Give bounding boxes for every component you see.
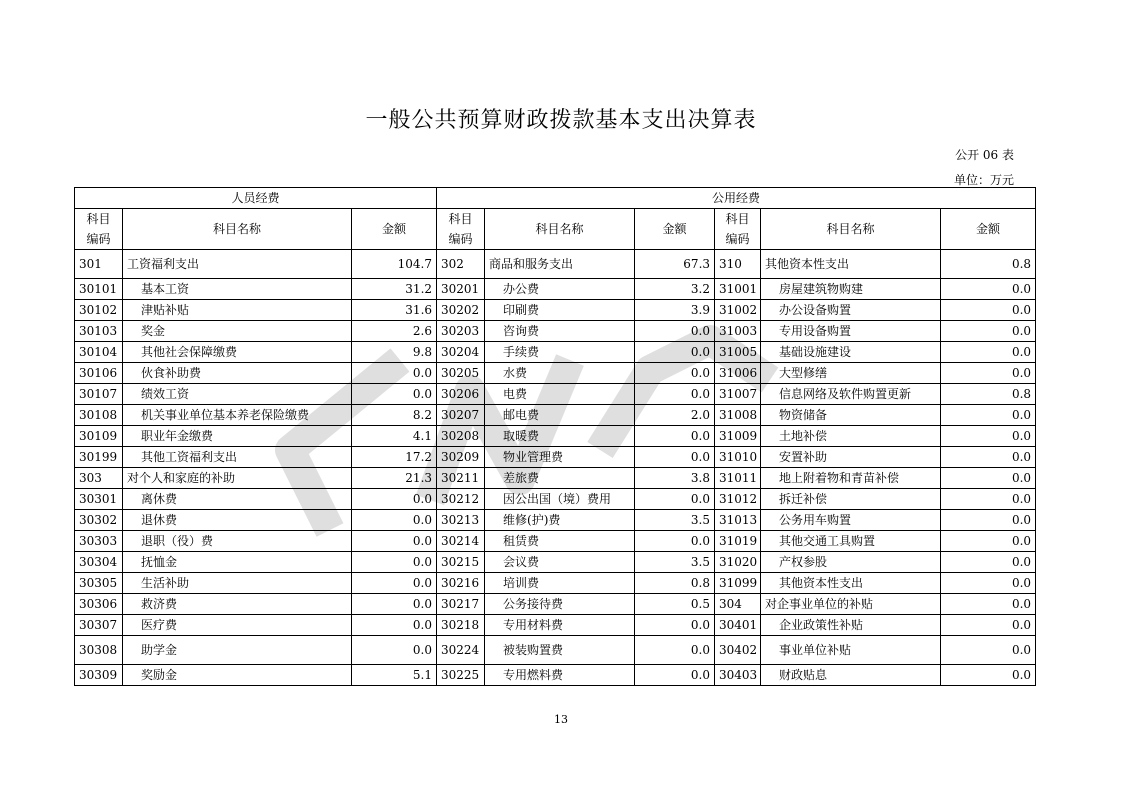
column-header-code-line2: 编码 (448, 232, 473, 246)
cell-name: 公务接待费 (485, 594, 635, 615)
cell-name: 维修(护)费 (485, 510, 635, 531)
cell-code: 30217 (437, 594, 485, 615)
cell-code: 31013 (715, 510, 761, 531)
cell-name: 其他资本性支出 (761, 250, 941, 279)
cell-code: 31010 (715, 447, 761, 468)
table-row (75, 573, 1036, 594)
cell-name: 差旅费 (485, 468, 635, 489)
table-row (75, 468, 1036, 489)
cell-code: 31009 (715, 426, 761, 447)
cell-code: 310 (715, 250, 761, 279)
cell-amount: 0.0 (941, 300, 1036, 321)
cell-code: 30202 (437, 300, 485, 321)
cell-code: 30213 (437, 510, 485, 531)
cell-code: 31012 (715, 489, 761, 510)
cell-name: 会议费 (485, 552, 635, 573)
cell-code: 30307 (75, 615, 123, 636)
cell-code: 31003 (715, 321, 761, 342)
cell-code: 30224 (437, 636, 485, 665)
cell-code: 31005 (715, 342, 761, 363)
table-row (75, 405, 1036, 426)
cell-code: 30304 (75, 552, 123, 573)
table-row (75, 321, 1036, 342)
table-row (75, 615, 1036, 636)
table-row (75, 636, 1036, 665)
cell-name: 手续费 (485, 342, 635, 363)
cell-code: 30305 (75, 573, 123, 594)
cell-name: 其他工资福利支出 (123, 447, 352, 468)
cell-amount: 0.0 (941, 279, 1036, 300)
column-header-code (75, 209, 123, 250)
unit-label: 单位：万元 (953, 173, 1014, 187)
cell-amount: 5.1 (352, 665, 437, 686)
column-header-code-line1: 科目 (448, 212, 473, 226)
cell-amount: 0.0 (941, 594, 1036, 615)
cell-name: 对个人和家庭的补助 (123, 468, 352, 489)
cell-amount: 8.2 (352, 405, 437, 426)
cell-name: 退职（役）费 (123, 531, 352, 552)
cell-code: 30199 (75, 447, 123, 468)
column-header-amount: 金额 (352, 209, 437, 250)
cell-code: 30204 (437, 342, 485, 363)
cell-amount: 0.0 (352, 594, 437, 615)
column-header-amount: 金额 (941, 209, 1036, 250)
cell-code: 30201 (437, 279, 485, 300)
table-row (75, 250, 1036, 279)
cell-name: 救济费 (123, 594, 352, 615)
cell-name: 企业政策性补贴 (761, 615, 941, 636)
table-row (75, 426, 1036, 447)
cell-amount: 0.0 (352, 363, 437, 384)
group-header-public: 公用经费 (437, 188, 1036, 209)
cell-name: 办公费 (485, 279, 635, 300)
cell-amount: 0.0 (941, 363, 1036, 384)
table-row (75, 510, 1036, 531)
cell-name: 津贴补贴 (123, 300, 352, 321)
cell-code: 31007 (715, 384, 761, 405)
cell-code: 304 (715, 594, 761, 615)
cell-name: 工资福利支出 (123, 250, 352, 279)
cell-amount: 21.3 (352, 468, 437, 489)
cell-name: 其他社会保障缴费 (123, 342, 352, 363)
cell-code: 30215 (437, 552, 485, 573)
cell-name: 商品和服务支出 (485, 250, 635, 279)
cell-code: 30209 (437, 447, 485, 468)
cell-name: 大型修缮 (761, 363, 941, 384)
column-header-code-line2: 编码 (725, 232, 750, 246)
cell-code: 31008 (715, 405, 761, 426)
cell-code: 31019 (715, 531, 761, 552)
cell-amount: 0.0 (635, 363, 715, 384)
cell-amount: 0.5 (635, 594, 715, 615)
cell-amount: 0.0 (635, 342, 715, 363)
column-header-name: 科目名称 (485, 209, 635, 250)
cell-name: 退休费 (123, 510, 352, 531)
cell-code: 31001 (715, 279, 761, 300)
cell-code: 30203 (437, 321, 485, 342)
cell-amount: 0.0 (635, 489, 715, 510)
cell-amount: 9.8 (352, 342, 437, 363)
cell-name: 房屋建筑物购建 (761, 279, 941, 300)
cell-code: 30103 (75, 321, 123, 342)
column-header-code-line2: 编码 (86, 232, 111, 246)
cell-amount: 0.0 (635, 531, 715, 552)
cell-name: 基本工资 (123, 279, 352, 300)
cell-amount: 0.0 (352, 384, 437, 405)
cell-code: 30102 (75, 300, 123, 321)
cell-name: 专用燃料费 (485, 665, 635, 686)
cell-amount: 0.0 (941, 665, 1036, 686)
cell-name: 被装购置费 (485, 636, 635, 665)
cell-amount: 0.0 (635, 636, 715, 665)
cell-amount: 0.0 (635, 615, 715, 636)
cell-amount: 0.0 (635, 321, 715, 342)
cell-amount: 0.0 (941, 489, 1036, 510)
cell-amount: 0.0 (941, 510, 1036, 531)
table-row (75, 665, 1036, 686)
cell-amount: 0.0 (352, 531, 437, 552)
cell-amount: 0.0 (352, 510, 437, 531)
group-header-personnel: 人员经费 (75, 188, 437, 209)
cell-name: 取暖费 (485, 426, 635, 447)
cell-code: 30306 (75, 594, 123, 615)
column-header-code (437, 209, 485, 250)
cell-name: 对企事业单位的补贴 (761, 594, 941, 615)
cell-code: 30401 (715, 615, 761, 636)
cell-name: 奖励金 (123, 665, 352, 686)
cell-name: 其他交通工具购置 (761, 531, 941, 552)
table-row (75, 552, 1036, 573)
cell-name: 安置补助 (761, 447, 941, 468)
cell-name: 绩效工资 (123, 384, 352, 405)
table-row (75, 342, 1036, 363)
cell-code: 30107 (75, 384, 123, 405)
cell-name: 专用材料费 (485, 615, 635, 636)
cell-code: 30214 (437, 531, 485, 552)
cell-code: 30208 (437, 426, 485, 447)
cell-name: 信息网络及软件购置更新 (761, 384, 941, 405)
cell-code: 31006 (715, 363, 761, 384)
cell-code: 30216 (437, 573, 485, 594)
cell-code: 30218 (437, 615, 485, 636)
cell-amount: 0.8 (941, 250, 1036, 279)
page-title: 一般公共预算财政拨款基本支出决算表 (365, 108, 757, 133)
cell-amount: 104.7 (352, 250, 437, 279)
cell-name: 医疗费 (123, 615, 352, 636)
cell-name: 抚恤金 (123, 552, 352, 573)
cell-amount: 3.2 (635, 279, 715, 300)
table-row (75, 363, 1036, 384)
cell-amount: 17.2 (352, 447, 437, 468)
cell-name: 财政贴息 (761, 665, 941, 686)
cell-code: 30108 (75, 405, 123, 426)
cell-name: 印刷费 (485, 300, 635, 321)
table-body (75, 250, 1036, 686)
cell-code: 30308 (75, 636, 123, 665)
table-row (75, 447, 1036, 468)
cell-name: 其他资本性支出 (761, 573, 941, 594)
cell-code: 30301 (75, 489, 123, 510)
cell-amount: 4.1 (352, 426, 437, 447)
cell-amount: 0.0 (941, 552, 1036, 573)
cell-name: 邮电费 (485, 405, 635, 426)
cell-name: 水费 (485, 363, 635, 384)
cell-code: 31020 (715, 552, 761, 573)
cell-amount: 0.0 (941, 426, 1036, 447)
cell-amount: 2.0 (635, 405, 715, 426)
cell-code: 31011 (715, 468, 761, 489)
cell-code: 30212 (437, 489, 485, 510)
cell-amount: 0.0 (635, 426, 715, 447)
cell-code: 30225 (437, 665, 485, 686)
cell-amount: 67.3 (635, 250, 715, 279)
cell-amount: 0.0 (352, 636, 437, 665)
cell-amount: 0.0 (941, 573, 1036, 594)
cell-code: 30207 (437, 405, 485, 426)
cell-amount: 0.0 (941, 447, 1036, 468)
cell-amount: 0.0 (352, 615, 437, 636)
cell-name: 土地补偿 (761, 426, 941, 447)
cell-name: 生活补助 (123, 573, 352, 594)
table-row (75, 594, 1036, 615)
cell-code: 30211 (437, 468, 485, 489)
cell-code: 30106 (75, 363, 123, 384)
cell-name: 物业管理费 (485, 447, 635, 468)
cell-code: 30402 (715, 636, 761, 665)
cell-name: 伙食补助费 (123, 363, 352, 384)
cell-amount: 0.0 (941, 342, 1036, 363)
cell-amount: 0.0 (941, 468, 1036, 489)
column-header-amount: 金额 (635, 209, 715, 250)
cell-name: 机关事业单位基本养老保险缴费 (123, 405, 352, 426)
cell-name: 办公设备购置 (761, 300, 941, 321)
cell-amount: 0.8 (941, 384, 1036, 405)
cell-name: 公务用车购置 (761, 510, 941, 531)
cell-code: 30205 (437, 363, 485, 384)
table-row (75, 300, 1036, 321)
cell-name: 租赁费 (485, 531, 635, 552)
cell-name: 因公出国（境）费用 (485, 489, 635, 510)
cell-amount: 0.0 (941, 321, 1036, 342)
cell-code: 30309 (75, 665, 123, 686)
cell-code: 303 (75, 468, 123, 489)
cell-amount: 0.0 (635, 447, 715, 468)
budget-table (74, 187, 1036, 686)
column-header-name: 科目名称 (123, 209, 352, 250)
cell-code: 30403 (715, 665, 761, 686)
table-row (75, 384, 1036, 405)
cell-code: 302 (437, 250, 485, 279)
cell-code: 31002 (715, 300, 761, 321)
cell-amount: 3.5 (635, 552, 715, 573)
cell-name: 拆迁补偿 (761, 489, 941, 510)
cell-code: 30206 (437, 384, 485, 405)
table-row (75, 279, 1036, 300)
cell-amount: 0.0 (352, 552, 437, 573)
table-row (75, 531, 1036, 552)
cell-amount: 0.0 (941, 405, 1036, 426)
cell-amount: 31.6 (352, 300, 437, 321)
column-header-code (715, 209, 761, 250)
cell-code: 30104 (75, 342, 123, 363)
cell-amount: 0.0 (941, 636, 1036, 665)
cell-name: 电费 (485, 384, 635, 405)
column-header-code-line1: 科目 (86, 212, 111, 226)
cell-code: 31099 (715, 573, 761, 594)
cell-code: 30302 (75, 510, 123, 531)
cell-amount: 0.8 (635, 573, 715, 594)
cell-name: 专用设备购置 (761, 321, 941, 342)
cell-amount: 31.2 (352, 279, 437, 300)
cell-name: 产权参股 (761, 552, 941, 573)
cell-amount: 0.0 (352, 489, 437, 510)
cell-name: 地上附着物和青苗补偿 (761, 468, 941, 489)
column-header-name: 科目名称 (761, 209, 941, 250)
cell-amount: 0.0 (941, 615, 1036, 636)
cell-code: 301 (75, 250, 123, 279)
cell-name: 奖金 (123, 321, 352, 342)
page-number: 13 (554, 713, 568, 726)
cell-amount: 0.0 (635, 384, 715, 405)
form-code-label: 公开 06 表 (955, 148, 1014, 162)
cell-amount: 2.6 (352, 321, 437, 342)
cell-name: 咨询费 (485, 321, 635, 342)
cell-name: 基础设施建设 (761, 342, 941, 363)
cell-name: 事业单位补贴 (761, 636, 941, 665)
cell-code: 30101 (75, 279, 123, 300)
cell-amount: 0.0 (352, 573, 437, 594)
cell-name: 培训费 (485, 573, 635, 594)
table-row (75, 489, 1036, 510)
cell-name: 离休费 (123, 489, 352, 510)
cell-amount: 3.5 (635, 510, 715, 531)
cell-amount: 0.0 (635, 665, 715, 686)
cell-name: 助学金 (123, 636, 352, 665)
cell-code: 30109 (75, 426, 123, 447)
cell-amount: 3.8 (635, 468, 715, 489)
cell-code: 30303 (75, 531, 123, 552)
cell-name: 职业年金缴费 (123, 426, 352, 447)
cell-name: 物资储备 (761, 405, 941, 426)
cell-amount: 3.9 (635, 300, 715, 321)
cell-amount: 0.0 (941, 531, 1036, 552)
column-header-code-line1: 科目 (725, 212, 750, 226)
